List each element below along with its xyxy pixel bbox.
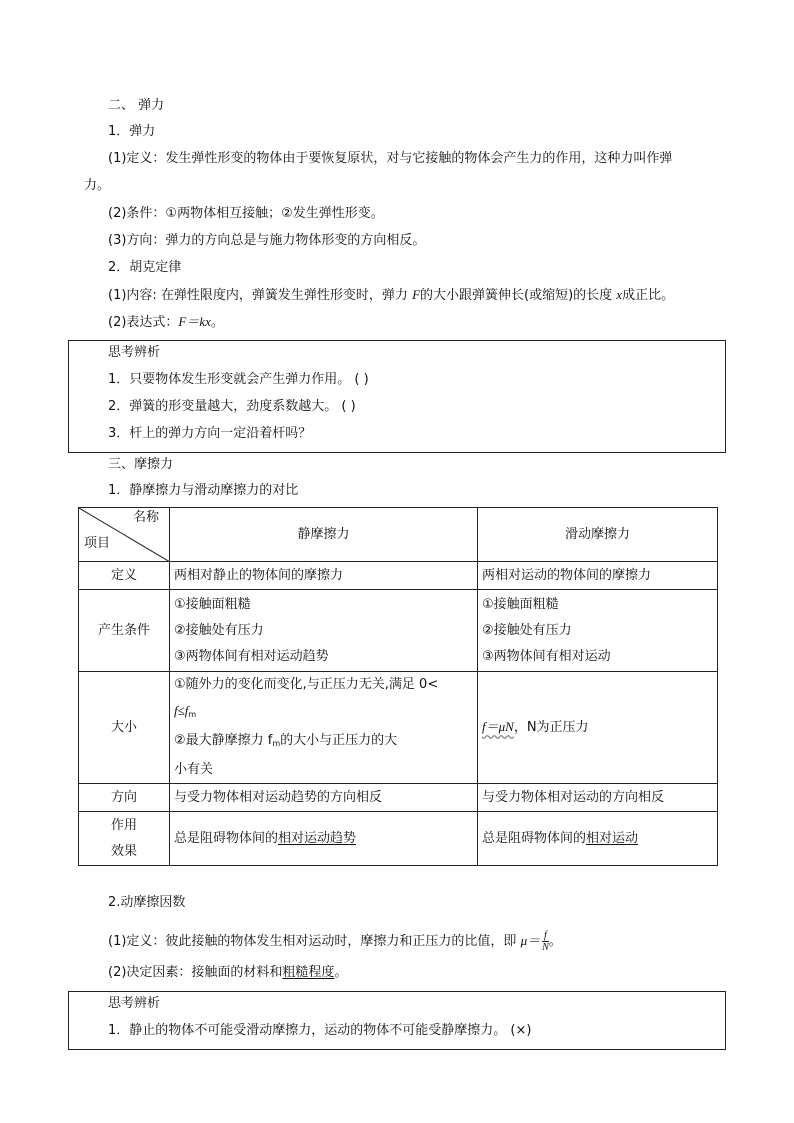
table-header-row [79, 508, 718, 562]
think-box-title: 思考辨析 [108, 345, 161, 360]
cell-sliding-direction: 与受力物体相对运动的方向相反 [478, 784, 718, 812]
subheading-friction-coefficient: 2.动摩擦因数 [108, 895, 186, 910]
think-box-2-item-1: 1．静止的物体不可能受滑动摩擦力，运动的物体不可能受静摩擦力。 (×) [108, 1023, 532, 1038]
subheading-hookes-law: 2．胡克定律 [108, 260, 182, 275]
hooke-formula: F＝kx [178, 314, 211, 329]
hooke-expression-line: (2)表达式：F＝kx。 [108, 314, 224, 330]
cell-static-magnitude: ①随外力的变化而变化,与正压力无关,满足 0< $f\le f_m$ ②最大静摩擦力 $f_m$的大小与正压力的大 小有关 [170, 672, 478, 784]
cell-static-direction: 与受力物体相对运动趋势的方向相反 [170, 784, 478, 812]
cell-static-effect: 总是阻碍物体间的相对运动趋势 [170, 812, 478, 866]
section-heading-friction: 三、摩擦力 [108, 457, 174, 472]
table-row-effect [79, 812, 718, 866]
cell-sliding-effect: 总是阻碍物体间的相对运动 [478, 812, 718, 866]
coefficient-fraction: $\frac{f}{N}$ [542, 930, 549, 953]
direction-line: (3)方向：弹力的方向总是与施力物体形变的方向相反。 [108, 233, 426, 248]
coefficient-factor-line: (2)决定因素：接触面的材料和粗糙程度。 [108, 965, 348, 980]
corner-label-name: 名称 [132, 510, 159, 525]
row-label-effect: 作用 效果 [79, 812, 170, 866]
think-box-2-title: 思考辨析 [108, 996, 161, 1011]
cell-static-definition: 两相对静止的物体间的摩擦力 [170, 562, 478, 590]
sliding-friction-formula: f＝μN [482, 719, 514, 734]
section-heading-elastic-force: 二、 弹力 [108, 98, 165, 113]
row-label-direction: 方向 [79, 784, 170, 812]
condition-line: (2)条件：①两物体相互接触；②发生弹性形变。 [108, 206, 384, 221]
think-box-2 [68, 991, 726, 1050]
cell-sliding-definition: 两相对运动的物体间的摩擦力 [478, 562, 718, 590]
table-row-direction [79, 784, 718, 812]
cell-sliding-magnitude: f＝μN，N为正压力 [478, 672, 718, 784]
col-header-static: 静摩擦力 [170, 508, 478, 562]
think-item-1: 1．只要物体发生形变就会产生弹力作用。 ( ) [108, 372, 369, 387]
cell-sliding-conditions: ①接触面粗糙 ②接触处有压力 ③两物体间有相对运动 [478, 590, 718, 672]
corner-label-item: 项目 [84, 536, 111, 551]
table-row-conditions [79, 590, 718, 672]
subheading-friction-compare: 1．静摩擦力与滑动摩擦力的对比 [108, 483, 299, 498]
col-header-sliding: 滑动摩擦力 [478, 508, 718, 562]
cell-static-conditions: ①接触面粗糙 ②接触处有压力 ③两物体间有相对运动趋势 [170, 590, 478, 672]
think-item-2: 2．弹簧的形变量越大，劲度系数越大。 ( ) [108, 399, 356, 414]
row-label-magnitude: 大小 [79, 672, 170, 784]
row-label-definition: 定义 [79, 562, 170, 590]
coefficient-definition-line: (1)定义：彼此接触的物体发生相对运动时，摩擦力和正压力的比值，即 μ＝ $\frac{f}{N}$ 。 [108, 930, 562, 953]
row-label-conditions: 产生条件 [79, 590, 170, 672]
table-corner-cell [79, 508, 170, 562]
definition-line-2: 力。 [84, 178, 111, 193]
hooke-content-line: (1)内容: 在弹性限度内，弹簧发生弹性形变时，弹力 F的大小跟弹簧伸长(或缩短)的长度 x成正比。 [108, 287, 675, 303]
think-item-3: 3．杆上的弹力方向一定沿着杆吗？ [108, 426, 312, 441]
definition-line-1: (1)定义：发生弹性形变的物体由于要恢复原状，对与它接触的物体会产生力的作用，这种力叫作弹 [108, 151, 673, 166]
table-row-magnitude [79, 672, 718, 784]
friction-comparison-table [78, 507, 718, 866]
subheading-elastic-force: 1．弹力 [108, 124, 156, 139]
table-row-definition [79, 562, 718, 590]
